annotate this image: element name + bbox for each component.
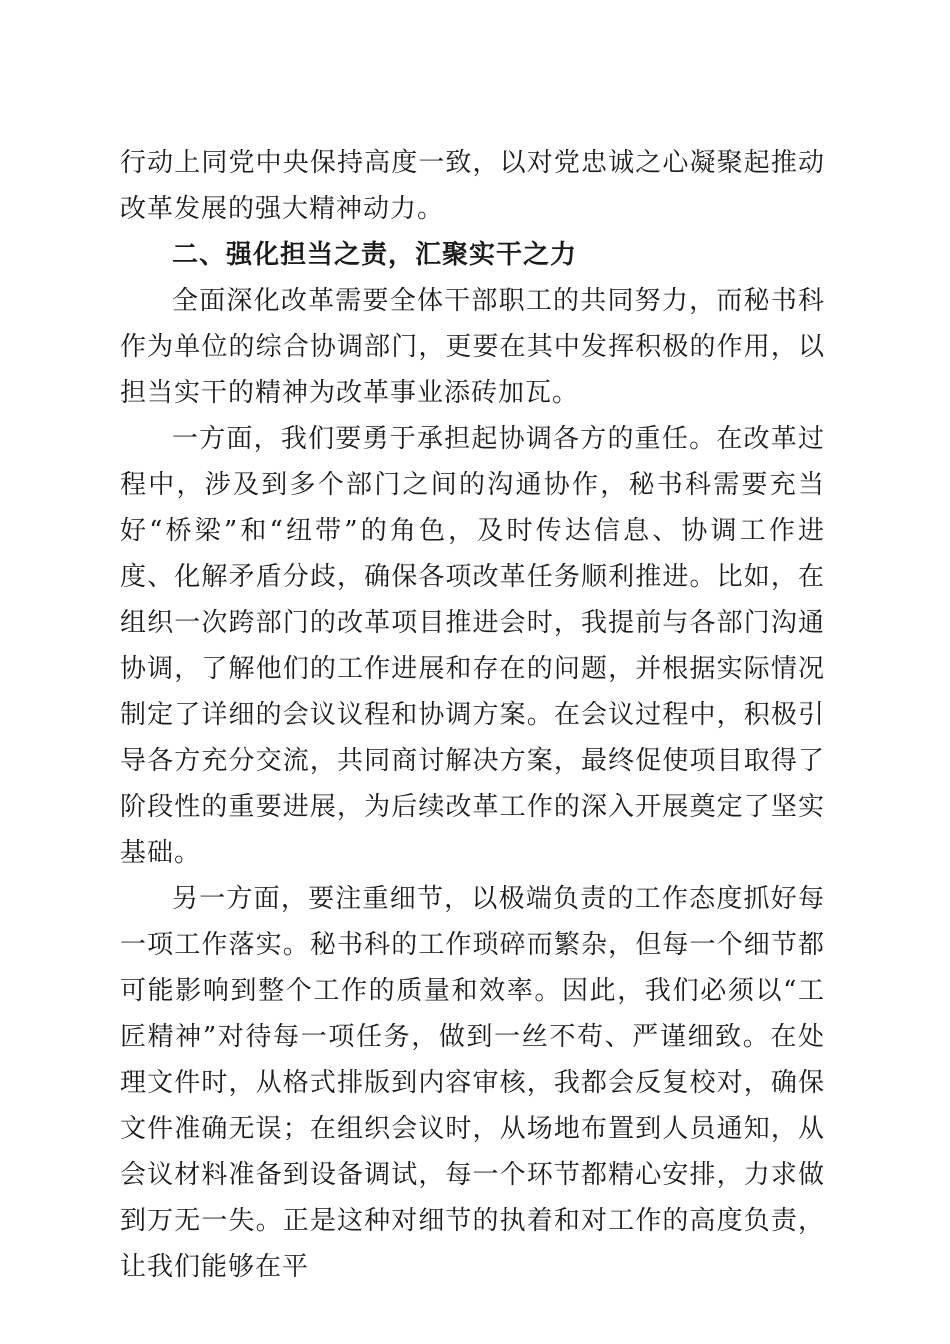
section-heading: 二、强化担当之责，汇聚实干之力 [172, 240, 578, 270]
body-paragraph-details: 另一方面，要注重细节，以极端负责的工作态度抓好每一项工作落实。秘书科的工作琐碎而繁杂，但每一个细节都可能影响到整个工作的质量和效率。因此，我们必须以“工匠精神”对待每一项任务，做到一丝不苟、严谨细致。在处理文件时，从格式排版到内容审核，我都会反复校对，确保文件准确无误；在组织会议时，从场地布置到人员通知，从会议材料准备到设备调试，每一个环节都精心安排，力求做到万无一失。正是这种对细节的执着和对工作的高度负责，让我们能够在平 [120, 884, 825, 1282]
document-body [120, 140, 825, 1290]
body-paragraph-coordination: 一方面，我们要勇于承担起协调各方的重任。在改革过程中，涉及到多个部门之间的沟通协作，秘书科需要充当好“桥梁”和“纽带”的角色，及时传达信息、协调工作进度、化解矛盾分歧，确保各项改革任务顺利推进。比如，在组织一次跨部门的改革项目推进会时，我提前与各部门沟通协调，了解他们的工作进展和存在的问题，并根据实际情况制定了详细的会议议程和协调方案。在会议过程中，积极引导各方充分交流，共同商讨解决方案，最终促使项目取得了阶段性的重要进展，为后续改革工作的深入开展奠定了坚实基础。 [120, 424, 825, 868]
body-paragraph-intro: 全面深化改革需要全体干部职工的共同努力，而秘书科作为单位的综合协调部门，更要在其中发挥积极的作用，以担当实干的精神为改革事业添砖加瓦。 [120, 286, 825, 408]
continuation-paragraph: 行动上同党中央保持高度一致，以对党忠诚之心凝聚起推动改革发展的强大精神动力。 [120, 148, 825, 224]
